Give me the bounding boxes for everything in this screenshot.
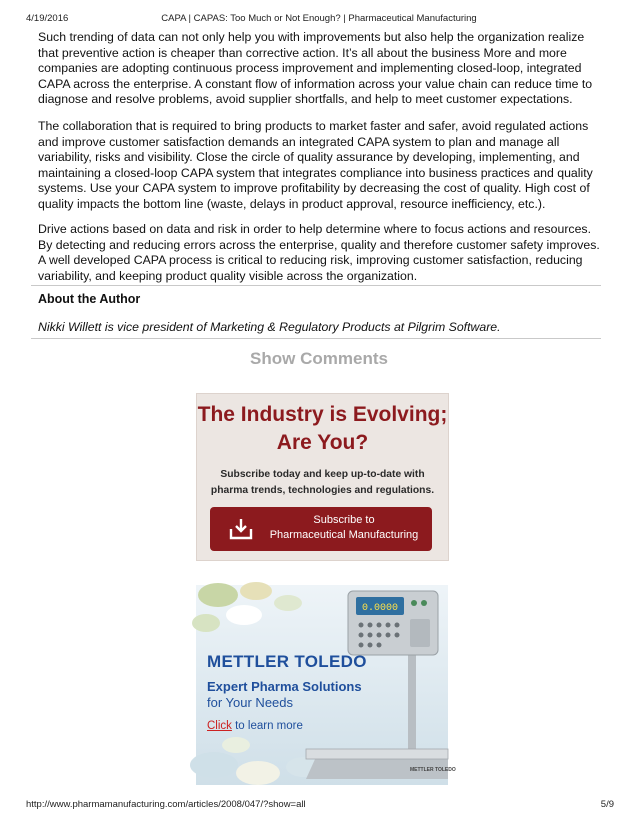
scale-brand-plate: METTLER TOLEDO <box>410 767 456 773</box>
divider <box>31 285 601 286</box>
ad-headline-line: Are You? <box>276 431 369 454</box>
subscribe-button-line: Pharmaceutical Manufacturing <box>269 529 419 541</box>
ad-subtext <box>197 467 448 499</box>
subscribe-button-line: Subscribe to <box>313 514 375 526</box>
subscribe-button[interactable] <box>210 507 432 551</box>
download-icon <box>229 518 253 540</box>
subscribe-ad[interactable] <box>196 393 449 561</box>
scale-readout: 0.0000 <box>361 603 399 614</box>
ad-subtext-line: Subscribe today and keep up-to-date with <box>220 469 425 480</box>
show-comments-button[interactable]: Show Comments <box>250 349 388 368</box>
print-date: 4/19/2016 <box>26 13 69 24</box>
ad-tagline: Expert Pharma Solutions <box>207 679 362 694</box>
print-page-title: CAPA | CAPAS: Too Much or Not Enough? | Pharmaceutical Manufacturing <box>161 13 477 24</box>
ad-cta-link[interactable]: Click <box>207 720 232 732</box>
about-author-heading: About the Author <box>38 292 141 306</box>
ad-cta <box>207 720 303 732</box>
ad-cta-text: to learn more <box>231 720 303 732</box>
ad-headline-line: The Industry is Evolving; <box>197 403 448 426</box>
ad-tagline-sub: for Your Needs <box>207 695 294 710</box>
page-number: 5/9 <box>600 799 614 810</box>
author-bio: Nikki Willett is vice president of Marketing & Regulatory Products at Pilgrim Software. <box>38 320 501 334</box>
article-paragraph: The collaboration that is required to bring products to market faster and safer, avoid regulated actions and improve customer satisfaction demands an integrated CAPA system to plan and manage all variability, risks and visibility. Close the circle of quality assurance by developing, implementing, and maintaining a closed-loop CAPA system that integrates compliance into business practices and quality systems. Use your CAPA system to improve profitability by decreasing the cost of quality. High cost of quality impacts the bottom line (waste, delays in product approval, resource inefficiency, etc.). <box>38 119 593 211</box>
article-paragraph: Such trending of data can not only help you with improvements but also help the organization realize that preventive action is cheaper than corrective action. It’s all about the business More and more companies are adopting continuous process improvement and implementing closed-loop, integrated CAPA across the enterprise. A constant flow of information across your value chain can reduce time to diagnose and resolve problems, avoid supplier shortfalls, and help to meet customer expectations. <box>38 30 593 107</box>
subscribe-button-label <box>260 513 428 543</box>
ad-headline <box>197 401 448 457</box>
mettler-toledo-ad[interactable] <box>196 585 456 785</box>
mettler-toledo-logo: METTLER TOLEDO <box>207 652 367 671</box>
ad-subtext-line: pharma trends, technologies and regulations. <box>210 485 435 496</box>
print-url: http://www.pharmamanufacturing.com/articles/2008/047/?show=all <box>26 799 306 810</box>
divider <box>31 338 601 339</box>
article-paragraph: Drive actions based on data and risk in order to help determine where to focus actions and resources. By detecting and reducing errors across the enterprise, quality and therefore customer safety improves. A well developed CAPA process is critical to reducing risk, improving customer satisfaction, reducing variability, and keeping product quality visible across the organization. <box>38 222 600 283</box>
